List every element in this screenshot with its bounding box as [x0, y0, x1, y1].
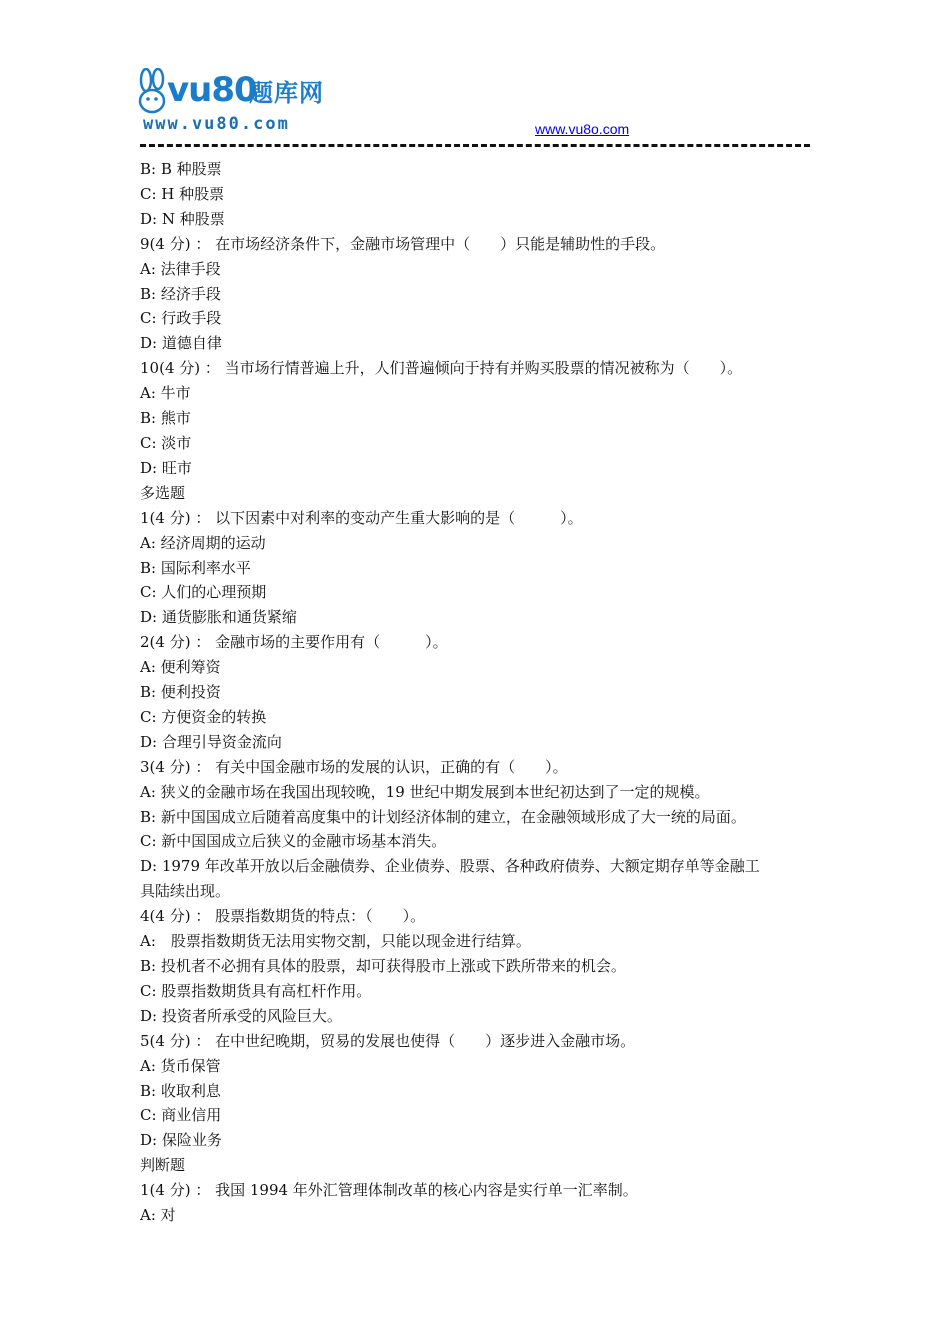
- question-line: 1(4 分) ： 我国 1994 年外汇管理体制改革的核心内容是实行单一汇率制。: [140, 1181, 638, 1200]
- question-list: [140, 157, 812, 1228]
- option-line: C: 股票指数期货具有高杠杆作用。: [140, 981, 372, 1000]
- question-line: 2(4 分) ： 金融市场的主要作用有（ ）。: [140, 633, 448, 652]
- option-line: B: 国际利率水平: [140, 558, 251, 577]
- option-line: D: 合理引导资金流向: [140, 732, 282, 751]
- option-line: D: 旺市: [140, 458, 192, 477]
- logo-cn-text: 题库网: [249, 79, 324, 107]
- option-line: C: 商业信用: [140, 1106, 222, 1125]
- option-line: A: 货币保管: [140, 1056, 221, 1075]
- question-line: 1(4 分) ： 以下因素中对利率的变动产生重大影响的是（ ）。: [140, 508, 583, 527]
- question-line: 3(4 分) ： 有关中国金融市场的发展的认识，正确的有（ ）。: [140, 757, 568, 776]
- option-line: B: B 种股票: [140, 160, 222, 178]
- option-line: D: 通货膨胀和通货紧缩: [140, 608, 297, 627]
- option-line: D: 投资者所承受的风险巨大。: [140, 1006, 342, 1025]
- bunny-icon: [137, 68, 171, 114]
- option-line: C: 方便资金的转换: [140, 707, 267, 726]
- option-line: A: 经济周期的运动: [140, 533, 266, 552]
- option-line: C: 行政手段: [140, 309, 222, 328]
- logo-url: www.vu80.com: [143, 114, 290, 134]
- site-link[interactable]: www.vu8o.com: [535, 121, 630, 137]
- option-line: C: 人们的心理预期: [140, 583, 267, 602]
- option-line: D: N 种股票: [140, 209, 225, 228]
- section-heading: 判断题: [140, 1156, 186, 1175]
- option-line-continued: 具陆续出现。: [140, 882, 231, 901]
- option-line: C: 新中国国成立后狭义的金融市场基本消失。: [140, 832, 447, 851]
- section-heading: 多选题: [140, 483, 186, 502]
- option-line: B: 便利投资: [140, 683, 221, 702]
- option-line: B: 投机者不必拥有具体的股票，却可获得股市上涨或下跌所带来的机会。: [140, 957, 626, 975]
- question-line: 10(4 分) ： 当市场行情普遍上升，人们普遍倾向于持有并购买股票的情况被称为（ ）。: [140, 359, 743, 378]
- option-line: B: 新中国国成立后随着高度集中的计划经济体制的建立，在金融领域形成了大一统的局面。: [140, 807, 746, 826]
- option-line: D: 道德自律: [140, 334, 222, 353]
- option-line: A: 便利筹资: [140, 658, 221, 677]
- option-line: D: 1979 年改革开放以后金融债券、企业债券、股票、各种政府债券、大额定期存单等金融工: [140, 857, 760, 876]
- option-line: C: H 种股票: [140, 184, 225, 203]
- site-logo: [137, 66, 359, 136]
- option-line: A: 对: [140, 1206, 176, 1225]
- option-line: C: 淡市: [140, 433, 192, 452]
- question-line: 9(4 分) ： 在市场经济条件下，金融市场管理中（ ）只能是辅助性的手段。: [140, 234, 666, 253]
- option-line: A: 牛市: [140, 384, 191, 403]
- option-line: B: 收取利息: [140, 1081, 221, 1100]
- logo-brand: vu80: [167, 70, 257, 110]
- question-line: 4(4 分) ： 股票指数期货的特点：（ ）。: [140, 907, 426, 926]
- option-line: A: 法律手段: [140, 259, 221, 278]
- option-line: D: 保险业务: [140, 1131, 222, 1150]
- question-line: 5(4 分) ： 在中世纪晚期，贸易的发展也使得（ ）逐步进入金融市场。: [140, 1031, 636, 1050]
- option-line: B: 熊市: [140, 409, 191, 428]
- header-divider: [140, 144, 810, 152]
- option-line: A: 狭义的金融市场在我国出现较晚，19 世纪中期发展到本世纪初达到了一定的规模。: [140, 782, 710, 801]
- option-line: A: 股票指数期货无法用实物交割，只能以现金进行结算。: [140, 932, 531, 951]
- option-line: B: 经济手段: [140, 284, 221, 303]
